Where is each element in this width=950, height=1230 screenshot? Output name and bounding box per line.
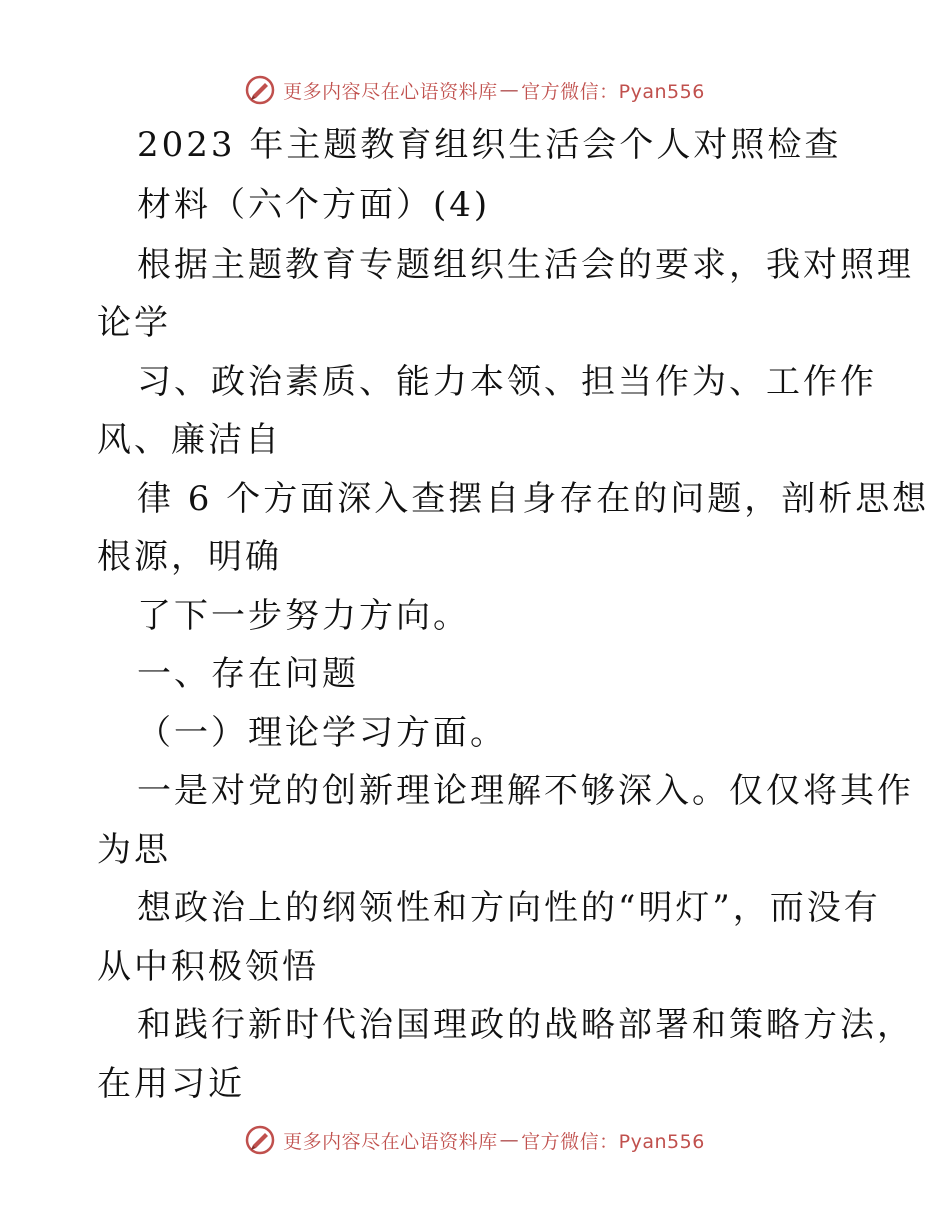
text-line: 为思 [97,830,171,870]
header-separator: — [499,79,520,101]
text-line: 习、政治素质、能力本领、担当作为、工作作 [137,362,877,402]
text-line: 律 6 个方面深入查摆自身存在的问题，剖析思想 [137,479,930,519]
text-line: 论学 [97,303,171,343]
title-line-1: 2023 年主题教育组织生活会个人对照检查 [137,125,842,165]
text-line: 在用习近 [97,1064,245,1104]
subsection-heading: （一）理论学习方面。 [137,713,507,753]
text-line: 了下一步努力方向。 [137,596,470,636]
text-line: 和践行新时代治国理政的战略部署和策略方法， [137,1005,914,1045]
header-site-text: 更多内容尽在心语资料库 [283,80,498,103]
text-line: 想政治上的纲领性和方向性的“明灯”，而没有 [137,888,881,928]
logo-icon [245,1125,275,1155]
title-line-2: 材料（六个方面）(4) [137,185,491,225]
logo-icon [245,75,275,105]
footer-wechat-text: 官方微信：Pyan556 [521,1130,705,1153]
text-line: 根据主题教育专题组织生活会的要求，我对照理 [137,245,914,285]
section-heading: 一、存在问题 [137,654,359,694]
header-banner [0,70,950,110]
text-line: 一是对党的创新理论理解不够深入。仅仅将其作 [137,771,914,811]
footer-separator: — [499,1129,520,1151]
header-wechat-text: 官方微信：Pyan556 [521,80,705,103]
footer-banner [0,1120,950,1160]
text-line: 根源，明确 [97,537,282,577]
footer-site-text: 更多内容尽在心语资料库 [283,1130,498,1153]
text-line: 从中积极领悟 [97,947,319,987]
text-line: 风、廉洁自 [97,420,282,460]
